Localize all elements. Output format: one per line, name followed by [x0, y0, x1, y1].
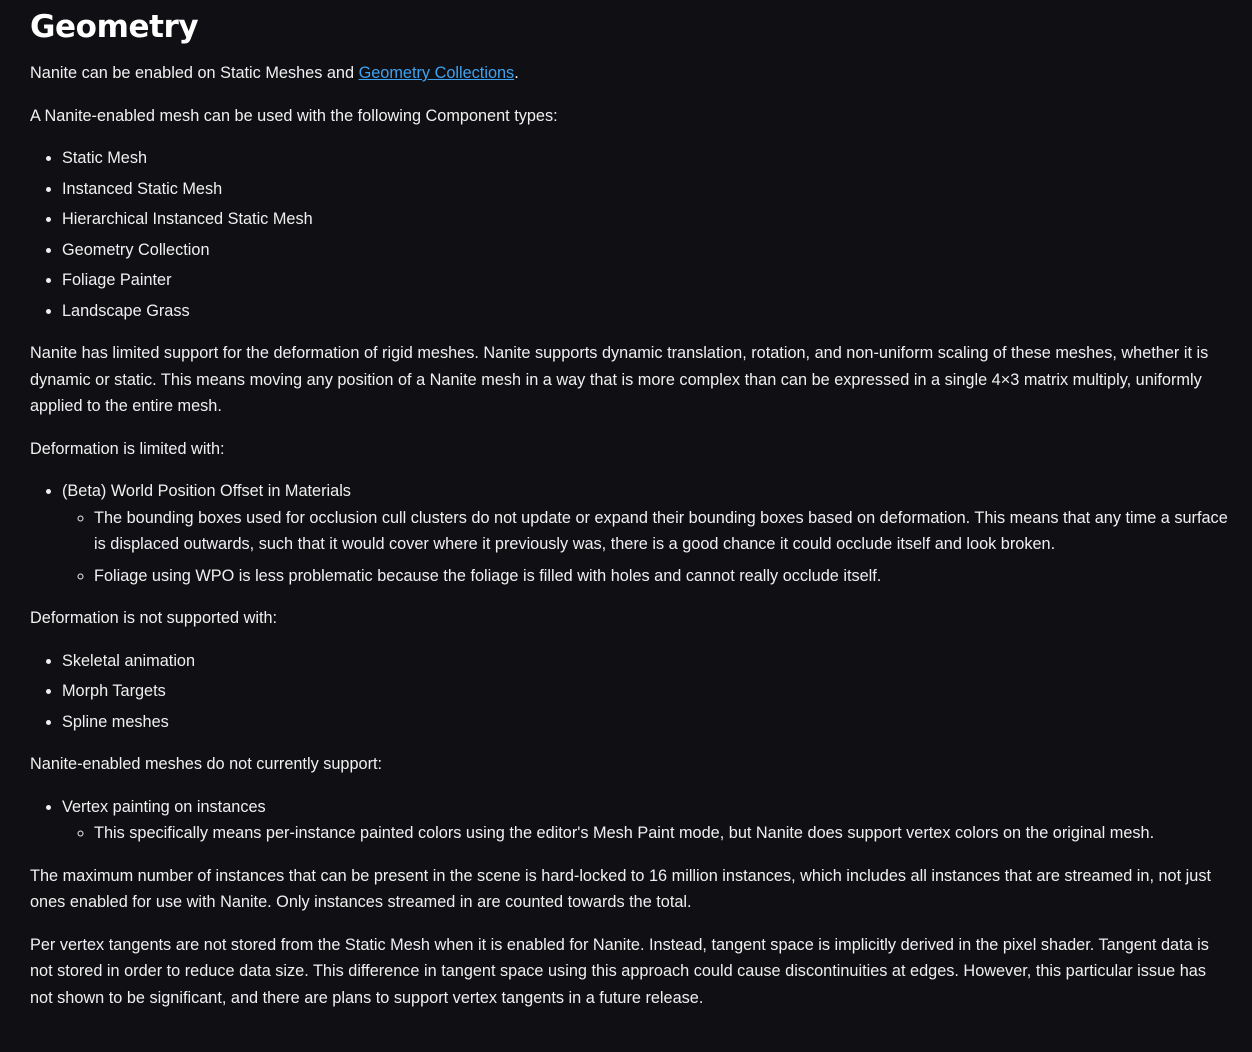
- list-item: [62, 478, 1230, 589]
- sub-list: [62, 505, 1230, 590]
- deformation-not-supported-heading: Deformation is not supported with:: [30, 609, 278, 627]
- list-item: • Morph Targets: [62, 678, 1230, 705]
- intro-text: Nanite can be enabled on Static Meshes and: [30, 64, 359, 82]
- sub-list-item: ◦ The bounding boxes used for occlusion cull clusters do not update or expand their bounding boxes based on deformation. This means that any time a surface is displaced outwards, such that it would cover where it previously was, there is a good chance it could occlude itself and look broken.: [94, 505, 1230, 558]
- list-item: • Geometry Collection: [62, 237, 1230, 264]
- geometry-collections-link[interactable]: Geometry Collections: [358, 64, 515, 82]
- list-item: • Skeletal animation: [62, 648, 1230, 675]
- component-types-intro: A Nanite-enabled mesh can be used with the following Component types:: [30, 106, 558, 125]
- list-item-text: (Beta) World Position Offset in Materials: [62, 482, 351, 500]
- intro-suffix: .: [514, 64, 519, 82]
- tangents-paragraph: Per vertex tangents are not stored from the Static Mesh when it is enabled for Nanite. Instead, tangent space is implicitly derived in the pixel shader. Tangent data is not stored in order to reduce data size. This difference in tangent space using this approach could cause discontinuities at edges. However, this particular issue has not shown to be significant, and there are plans to support vertex tangents in a future release.: [30, 935, 1209, 1007]
- sub-list-item: ◦ Foliage using WPO is less problematic because the foliage is filled with holes and cannot really occlude itself.: [94, 563, 1230, 590]
- sub-list-item: ◦ This specifically means per-instance painted colors using the editor's Mesh Paint mode, but Nanite does support vertex colors on the original mesh.: [94, 820, 1230, 847]
- sub-list: [62, 820, 1230, 847]
- deformation-paragraph: Nanite has limited support for the deformation of rigid meshes. Nanite supports dynamic translation, rotation, and non-uniform scaling of these meshes, whether it is dynamic or static. This means moving any position of a Nanite mesh in a way that is more complex than can be expressed in a single 4×3 matrix multiply, uniformly applied to the entire mesh.: [30, 344, 1209, 415]
- list-item: • Landscape Grass: [62, 298, 1230, 325]
- page-title: Geometry: [30, 9, 199, 45]
- list-item-text: Vertex painting on instances: [62, 797, 266, 816]
- list-item: • Instanced Static Mesh: [62, 176, 1230, 203]
- instances-paragraph: The maximum number of instances that can be present in the scene is hard-locked to 16 million instances, which includes all instances that are streamed in, not just ones enabled for use with Nanite. Only instances streamed in are counted towards the total.: [30, 866, 1211, 911]
- list-item: • Hierarchical Instanced Static Mesh: [62, 206, 1230, 233]
- list-item: • Spline meshes: [62, 709, 1230, 736]
- unsupported-features-list: [30, 794, 1230, 847]
- list-item: • Foliage Painter: [62, 267, 1230, 294]
- unsupported-features-heading: Nanite-enabled meshes do not currently support:: [30, 755, 383, 773]
- list-item: • Static Mesh: [62, 145, 1230, 172]
- list-item: [62, 794, 1230, 847]
- component-types-list: [30, 145, 1230, 324]
- deformation-not-supported-list: [30, 648, 1230, 736]
- deformation-limited-heading: Deformation is limited with:: [30, 439, 225, 458]
- intro-paragraph: [30, 60, 1230, 87]
- deformation-limited-list: [30, 478, 1230, 589]
